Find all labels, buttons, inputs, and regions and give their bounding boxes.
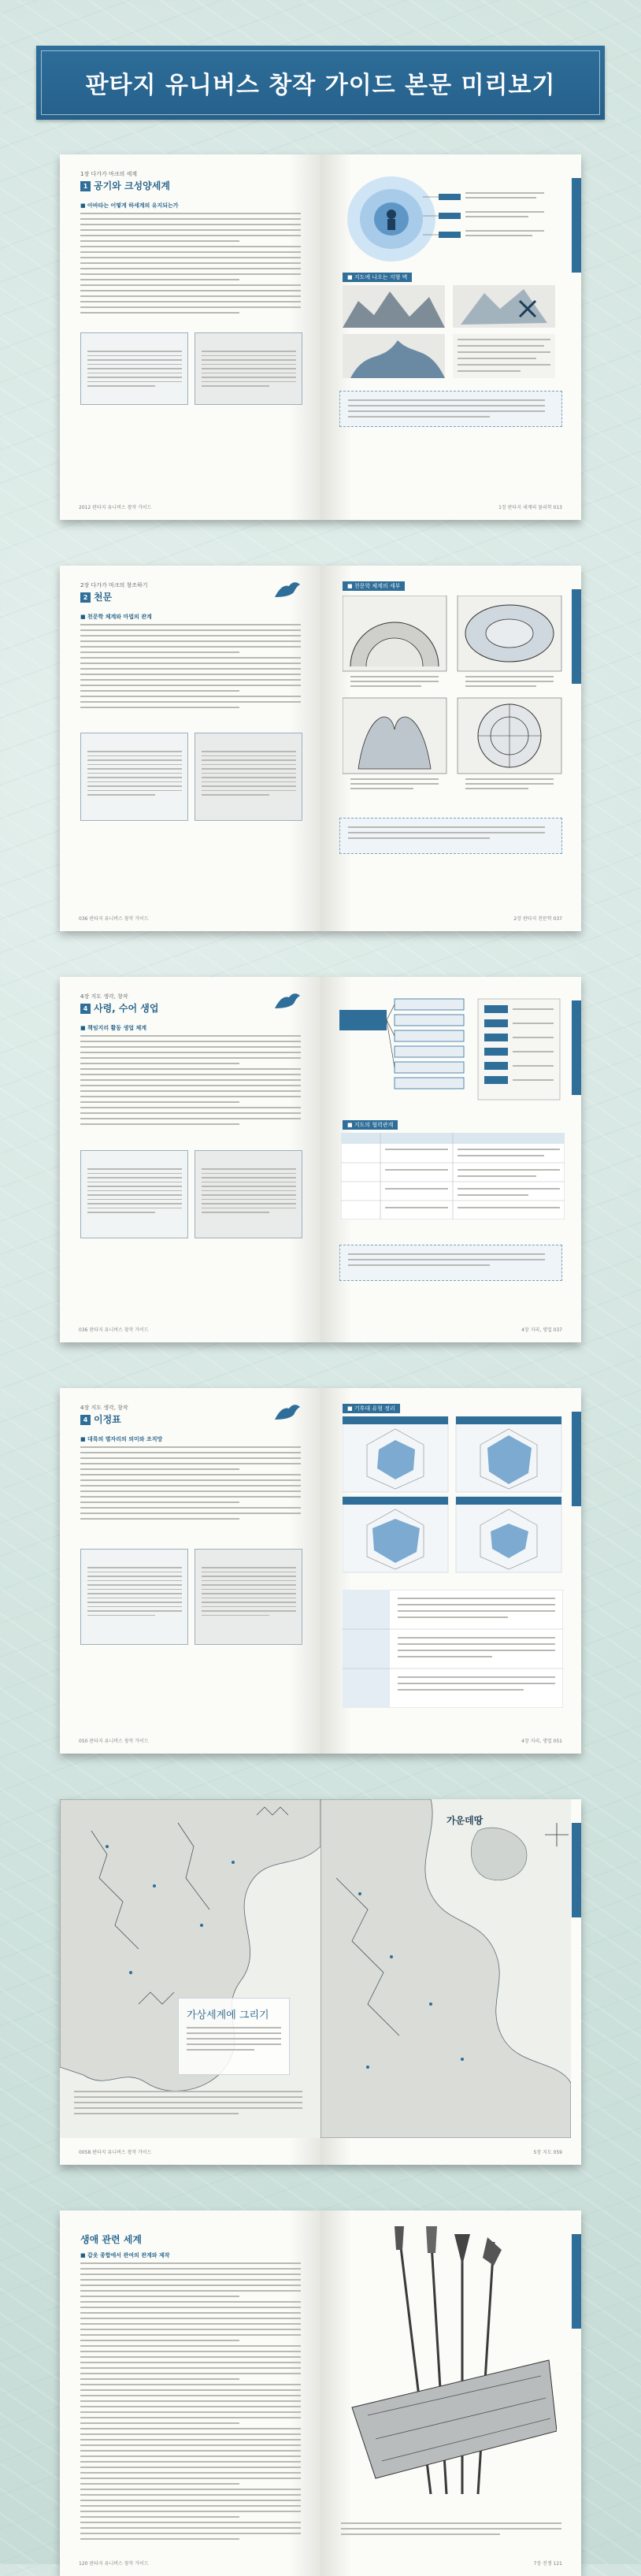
relationship-flow-diagram bbox=[339, 994, 568, 1111]
dragon-emblem-icon bbox=[273, 991, 302, 1011]
caption-box bbox=[339, 1245, 562, 1281]
comparison-boxes bbox=[80, 332, 302, 405]
chapter-side-tab bbox=[572, 178, 581, 273]
chapter-number: 1 bbox=[80, 181, 91, 191]
info-box bbox=[80, 1549, 188, 1645]
left-page bbox=[60, 2210, 320, 2576]
celestial-sphere-illustrations bbox=[343, 596, 563, 808]
folio-left: 120 판타지 유니버스 창작 가이드 bbox=[79, 2561, 149, 2567]
chapter-title-text: 공기와 크성양세계 bbox=[94, 180, 170, 191]
book-spread-3 bbox=[60, 977, 581, 1342]
chapter-title bbox=[80, 179, 170, 192]
chapter-title bbox=[80, 1412, 121, 1426]
map-caption-box bbox=[178, 1998, 290, 2075]
left-page bbox=[60, 1799, 320, 2165]
terrain-illustrations bbox=[343, 285, 563, 380]
book-spread-4 bbox=[60, 1388, 581, 1754]
chapter-kicker: 4장 지도 생각, 창작 bbox=[80, 1405, 128, 1411]
chapter-title: 생애 관련 세계 bbox=[80, 2234, 142, 2245]
right-page bbox=[320, 977, 581, 1342]
info-box bbox=[195, 332, 302, 405]
chapter-number: 2 bbox=[80, 592, 91, 603]
body-text-block bbox=[80, 2262, 301, 2544]
chapter-title-text: 천문 bbox=[94, 592, 113, 603]
figure-label: ■ 천문학 체계의 세부 bbox=[343, 581, 405, 591]
body-text-block bbox=[80, 213, 301, 317]
fantasy-map-right bbox=[320, 1799, 571, 2138]
chapter-kicker: 2장 다가가 마크의 창조하기 bbox=[80, 582, 148, 588]
info-box bbox=[195, 1150, 302, 1238]
chapter-title-text: 이정표 bbox=[94, 1414, 121, 1425]
section-heading: ■ 천문학 체계와 마법의 관계 bbox=[80, 614, 152, 620]
weapons-illustration bbox=[344, 2226, 557, 2510]
right-page bbox=[320, 566, 581, 931]
body-text-block bbox=[80, 624, 301, 712]
folio-right: 4장 지리, 생업 051 bbox=[521, 1739, 562, 1744]
folio-left: 050 판타지 유니버스 창작 가이드 bbox=[79, 1739, 149, 1744]
dragon-emblem-icon bbox=[273, 580, 302, 600]
chapter-title bbox=[80, 590, 112, 603]
chapter-number: 4 bbox=[80, 1004, 91, 1014]
folio-left: 0058 판타지 유니버스 창작 가이드 bbox=[79, 2150, 152, 2155]
caption-box bbox=[339, 391, 562, 427]
climate-table bbox=[343, 1590, 563, 1708]
book-spread-2 bbox=[60, 566, 581, 931]
chapter-title-text: 사령, 수어 생업 bbox=[94, 1003, 159, 1014]
info-box bbox=[80, 1150, 188, 1238]
left-page bbox=[60, 977, 320, 1342]
left-page bbox=[60, 1388, 320, 1754]
right-page bbox=[320, 1388, 581, 1754]
title-banner bbox=[36, 46, 605, 120]
map-title: 가운데땅 bbox=[446, 1815, 484, 1826]
folio-left: 036 판타지 유니버스 창작 가이드 bbox=[79, 916, 149, 922]
right-page bbox=[320, 2210, 581, 2576]
dragon-emblem-icon bbox=[273, 1402, 302, 1423]
folio-left: 2012 판타지 유니버스 창작 가이드 bbox=[79, 505, 152, 510]
map-caption-title: 가상세계에 그리기 bbox=[187, 2010, 269, 2021]
folio-left: 036 판타지 유니버스 창작 가이드 bbox=[79, 1327, 149, 1333]
chapter-side-tab bbox=[572, 589, 581, 684]
fantasy-map-left bbox=[60, 1799, 320, 2138]
section-heading: ■ 아바타는 어떻게 하세계의 유지되는가 bbox=[80, 202, 179, 209]
orbit-diagram bbox=[344, 172, 557, 265]
info-box bbox=[80, 733, 188, 821]
body-text-block bbox=[80, 1035, 301, 1129]
folio-right: 7장 전쟁 121 bbox=[533, 2561, 562, 2567]
chapter-kicker: 1장 다가가 마크의 세계 bbox=[80, 171, 137, 177]
section-heading: ■ 갑옷 종합에서 관여의 관계와 제작 bbox=[80, 2252, 170, 2259]
chapter-title bbox=[80, 1001, 158, 1015]
right-page bbox=[320, 154, 581, 520]
info-box bbox=[195, 733, 302, 821]
figure-label: ■ 기후대 유형 정리 bbox=[343, 1404, 400, 1413]
comparison-table bbox=[341, 1133, 565, 1219]
chapter-number: 4 bbox=[80, 1415, 91, 1425]
right-page bbox=[320, 1799, 581, 2165]
figure-label: ■ 지도의 협력관계 bbox=[343, 1120, 398, 1130]
info-box bbox=[195, 1549, 302, 1645]
comparison-boxes bbox=[80, 733, 302, 821]
chapter-side-tab bbox=[572, 2234, 581, 2329]
folio-right: 2장 판타지 천문학 037 bbox=[513, 916, 562, 922]
body-text-block bbox=[80, 1446, 301, 1524]
book-spread-6 bbox=[60, 2210, 581, 2576]
book-spread-5-map bbox=[60, 1799, 581, 2165]
chapter-side-tab bbox=[572, 1000, 581, 1095]
radar-charts bbox=[343, 1416, 563, 1574]
caption-box bbox=[339, 818, 562, 854]
folio-right: 1장 판타지 세계의 물리학 013 bbox=[498, 505, 562, 510]
banner-title: 판타지 유니버스 창작 가이드 본문 미리보기 bbox=[85, 72, 556, 99]
section-heading: ■ 대륙의 별자리의 의미와 조직망 bbox=[80, 1436, 163, 1442]
chapter-side-tab bbox=[572, 1412, 581, 1506]
left-page bbox=[60, 154, 320, 520]
section-heading: ■ 책임지리 활동 생업 체계 bbox=[80, 1025, 146, 1031]
left-page bbox=[60, 566, 320, 931]
folio-right: 4장 지리, 생업 037 bbox=[521, 1327, 562, 1333]
comparison-boxes bbox=[80, 1150, 302, 1238]
comparison-boxes bbox=[80, 1549, 302, 1645]
book-spread-1 bbox=[60, 154, 581, 520]
figure-label: ■ 지도에 나오는 지형 벽 bbox=[343, 273, 412, 282]
chapter-kicker: 4장 지도 생각, 창작 bbox=[80, 993, 128, 1000]
info-box bbox=[80, 332, 188, 405]
chapter-side-tab bbox=[572, 1823, 581, 1917]
folio-right: 5장 지도 059 bbox=[533, 2150, 562, 2155]
